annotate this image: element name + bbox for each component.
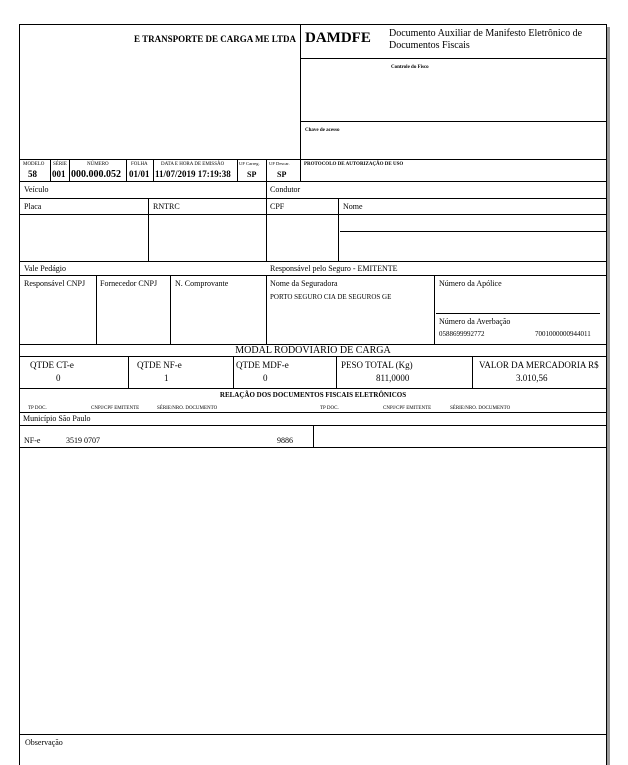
veiculo-label: Veículo [24, 185, 49, 194]
modal-title: MODAL RODOVIÁRIO DE CARGA [235, 345, 391, 356]
data-emissao-label: DATA E HORA DE EMISSÃO [161, 162, 225, 167]
placa-label: Placa [24, 202, 42, 211]
col-cnpj-emitente-1: CNPJ/CPF EMITENTE [91, 406, 140, 411]
doc-row-serie: 9886 [277, 436, 293, 445]
controle-fisco-label: Controle do Fisco [391, 65, 429, 70]
doc-title: DAMDFE [305, 30, 371, 46]
responsavel-cnpj-label: Responsável CNPJ [24, 279, 86, 288]
comprovante-label: N. Comprovante [175, 279, 229, 288]
rntrc-label: RNTRC [153, 202, 180, 211]
uf-descarrega-value: SP [277, 170, 287, 179]
seguradora-label: Nome da Seguradora [270, 279, 338, 288]
peso-total-label: PESO TOTAL (Kg) [341, 360, 413, 370]
chave-acesso-label: Chave de acesso [305, 128, 340, 133]
responsavel-seguro-label: Responsável pelo Seguro - EMITENTE [270, 264, 398, 273]
col-cnpj-emitente-2: CNPJ/CPF EMITENTE [383, 406, 432, 411]
numero-value: 000.000.052 [71, 169, 121, 180]
nome-label: Nome [343, 202, 363, 211]
qtde-cte-label: QTDE CT-e [30, 360, 74, 370]
doc-row-cnpj: 3519 0707 [66, 436, 100, 445]
uf-carrega-label: UF Carreg. [239, 161, 260, 166]
protocolo-label: PROTOCOLO DE AUTORIZAÇÃO DE USO [304, 162, 404, 167]
col-tp-doc-1: TP DOC. [28, 406, 47, 411]
data-emissao-value: 11/07/2019 17:19:38 [155, 169, 231, 179]
header-divider [300, 25, 301, 159]
uf-descarrega-label: UF Descar. [269, 161, 290, 166]
company-name: E TRANSPORTE DE CARGA ME LTDA [134, 34, 296, 44]
municipio-label: Município São Paulo [23, 414, 91, 423]
qtde-mdfe-value: 0 [263, 373, 268, 383]
averbacao-label: Número da Averbação [439, 317, 511, 326]
modelo-value: 58 [28, 169, 37, 179]
seguradora-value: PORTO SEGURO CIA DE SEGUROS GE [270, 293, 392, 301]
averbacao-value-1: 0588699992772 [439, 330, 485, 338]
valor-mercadoria-value: 3.010,56 [516, 373, 548, 383]
numero-label: NÚMERO [87, 162, 109, 167]
peso-total-value: 811,0000 [376, 373, 410, 383]
col-serie-documento-2: SÉRIE/NRO. DOCUMENTO [450, 406, 511, 411]
fornecedor-cnpj-label: Fornecedor CNPJ [100, 279, 158, 288]
condutor-label: Condutor [270, 185, 301, 194]
qtde-nfe-value: 1 [164, 373, 169, 383]
modelo-label: MODELO [23, 162, 45, 167]
col-tp-doc-2: TP DOC. [320, 406, 339, 411]
damdfe-sheet [19, 24, 607, 765]
doc-row-tp: NF-e [24, 436, 41, 445]
valor-mercadoria-label: VALOR DA MERCADORIA R$ [479, 360, 599, 370]
doc-description-line2: Documentos Fiscais [389, 40, 470, 51]
qtde-mdfe-label: QTDE MDF-e [236, 360, 289, 370]
folha-value: 01/01 [129, 169, 150, 179]
apolice-label: Número da Apólice [439, 279, 502, 288]
qtde-nfe-label: QTDE NF-e [137, 360, 182, 370]
serie-value: 001 [52, 169, 66, 179]
folha-label: FOLHA [131, 162, 148, 167]
observacao-label: Observação [25, 738, 63, 747]
vale-pedagio-label: Vale Pedágio [24, 264, 66, 273]
doc-description-line1: Documento Auxiliar de Manifesto Eletrônico de [389, 28, 583, 39]
qtde-cte-value: 0 [56, 373, 61, 383]
averbacao-value-2: 7001000000944011 [535, 330, 591, 338]
cpf-label: CPF [270, 202, 285, 211]
serie-label: SÉRIE [53, 162, 67, 167]
documentos-title: RELAÇÃO DOS DOCUMENTOS FISCAIS ELETRÔNICOS [219, 391, 407, 399]
uf-carrega-value: SP [247, 170, 257, 179]
col-serie-documento-1: SÉRIE/NRO. DOCUMENTO [157, 406, 218, 411]
